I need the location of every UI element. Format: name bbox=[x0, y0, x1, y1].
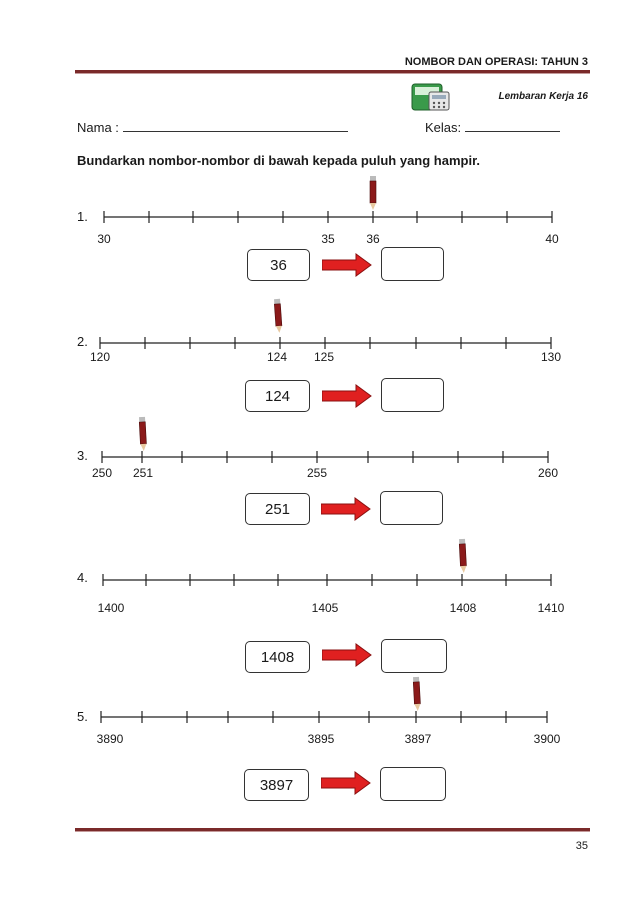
tick-label: 251 bbox=[132, 466, 154, 480]
tick-label: 1405 bbox=[311, 601, 339, 615]
number-box: 1408 bbox=[245, 641, 310, 673]
answer-box[interactable] bbox=[380, 767, 446, 801]
tick-label: 3900 bbox=[533, 732, 561, 746]
number-box: 36 bbox=[247, 249, 310, 281]
number-box: 251 bbox=[245, 493, 310, 525]
tick-label: 35 bbox=[321, 232, 335, 246]
question-number: 5. bbox=[77, 709, 88, 724]
tick-label: 255 bbox=[306, 466, 328, 480]
name-label: Nama : bbox=[77, 120, 119, 135]
tick-label: 260 bbox=[537, 466, 559, 480]
number-box: 3897 bbox=[244, 769, 309, 801]
tick-label: 3895 bbox=[307, 732, 335, 746]
question-number: 2. bbox=[77, 334, 88, 349]
tick-label: 30 bbox=[97, 232, 111, 246]
instruction-text: Bundarkan nombor-nombor di bawah kepada puluh yang hampir. bbox=[77, 153, 481, 168]
tick-label: 124 bbox=[266, 350, 288, 364]
pencil-marker-icon bbox=[413, 677, 421, 711]
tick-label: 250 bbox=[91, 466, 113, 480]
footer-divider bbox=[75, 828, 590, 832]
question-number: 1. bbox=[77, 209, 88, 224]
tick-label: 40 bbox=[545, 232, 559, 246]
arrow-right-icon bbox=[321, 771, 371, 795]
page-number: 35 bbox=[575, 840, 588, 852]
worksheet-label: Lembaran Kerja 16 bbox=[498, 91, 588, 102]
tick-label: 3897 bbox=[404, 732, 432, 746]
tick-label: 120 bbox=[89, 350, 111, 364]
tick-label: 125 bbox=[313, 350, 335, 364]
header-title: NOMBOR DAN OPERASI: TAHUN 3 bbox=[404, 56, 588, 68]
class-label: Kelas: bbox=[425, 120, 462, 135]
tick-label: 36 bbox=[366, 232, 380, 246]
number-box: 124 bbox=[245, 380, 310, 412]
tick-label: 3890 bbox=[96, 732, 124, 746]
tick-label: 1408 bbox=[449, 601, 477, 615]
tick-label: 130 bbox=[540, 350, 562, 364]
question-number: 3. bbox=[77, 448, 88, 463]
question-number: 4. bbox=[77, 570, 88, 585]
tick-label: 1400 bbox=[97, 601, 125, 615]
tick-label: 1410 bbox=[537, 601, 565, 615]
